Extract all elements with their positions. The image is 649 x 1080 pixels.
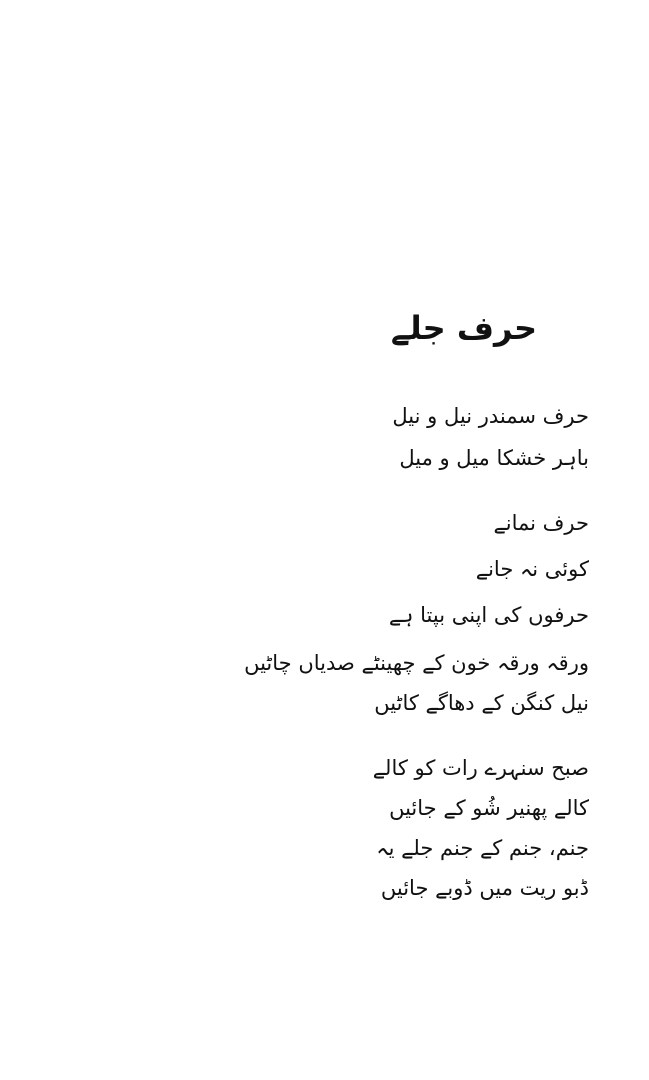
poem-line: ڈبو ریت میں ڈوبے جائیں	[380, 876, 589, 900]
poem-line: حرف نمانے	[493, 511, 589, 535]
stanza-2	[229, 500, 589, 638]
poem-line: کوئی نہ جانے	[475, 557, 589, 581]
poem-line: ورقہ ورقہ خون کے چھینٹے صدیاں چاٹیں	[244, 651, 589, 675]
poem-line: جنم، جنم کے جنم جلے یہ	[376, 836, 589, 860]
stanza-3	[229, 643, 589, 723]
poem-title: حرف جلے	[390, 309, 537, 347]
stanza-1	[229, 395, 589, 479]
poem-line: حرفوں کی اپنی بپتا ہے	[388, 603, 589, 627]
poem-line: حرف سمندر نیل و نیل	[392, 404, 589, 428]
stanza-4	[229, 748, 589, 908]
poem-line: صبح سنہرے رات کو کالے	[372, 756, 589, 780]
poem-line: کالے پھنیر شُو کے جائیں	[389, 796, 589, 820]
poem-line: باہر خشکا میل و میل	[399, 446, 589, 470]
poem-line: نیل کنگن کے دھاگے کاٹیں	[374, 691, 589, 715]
